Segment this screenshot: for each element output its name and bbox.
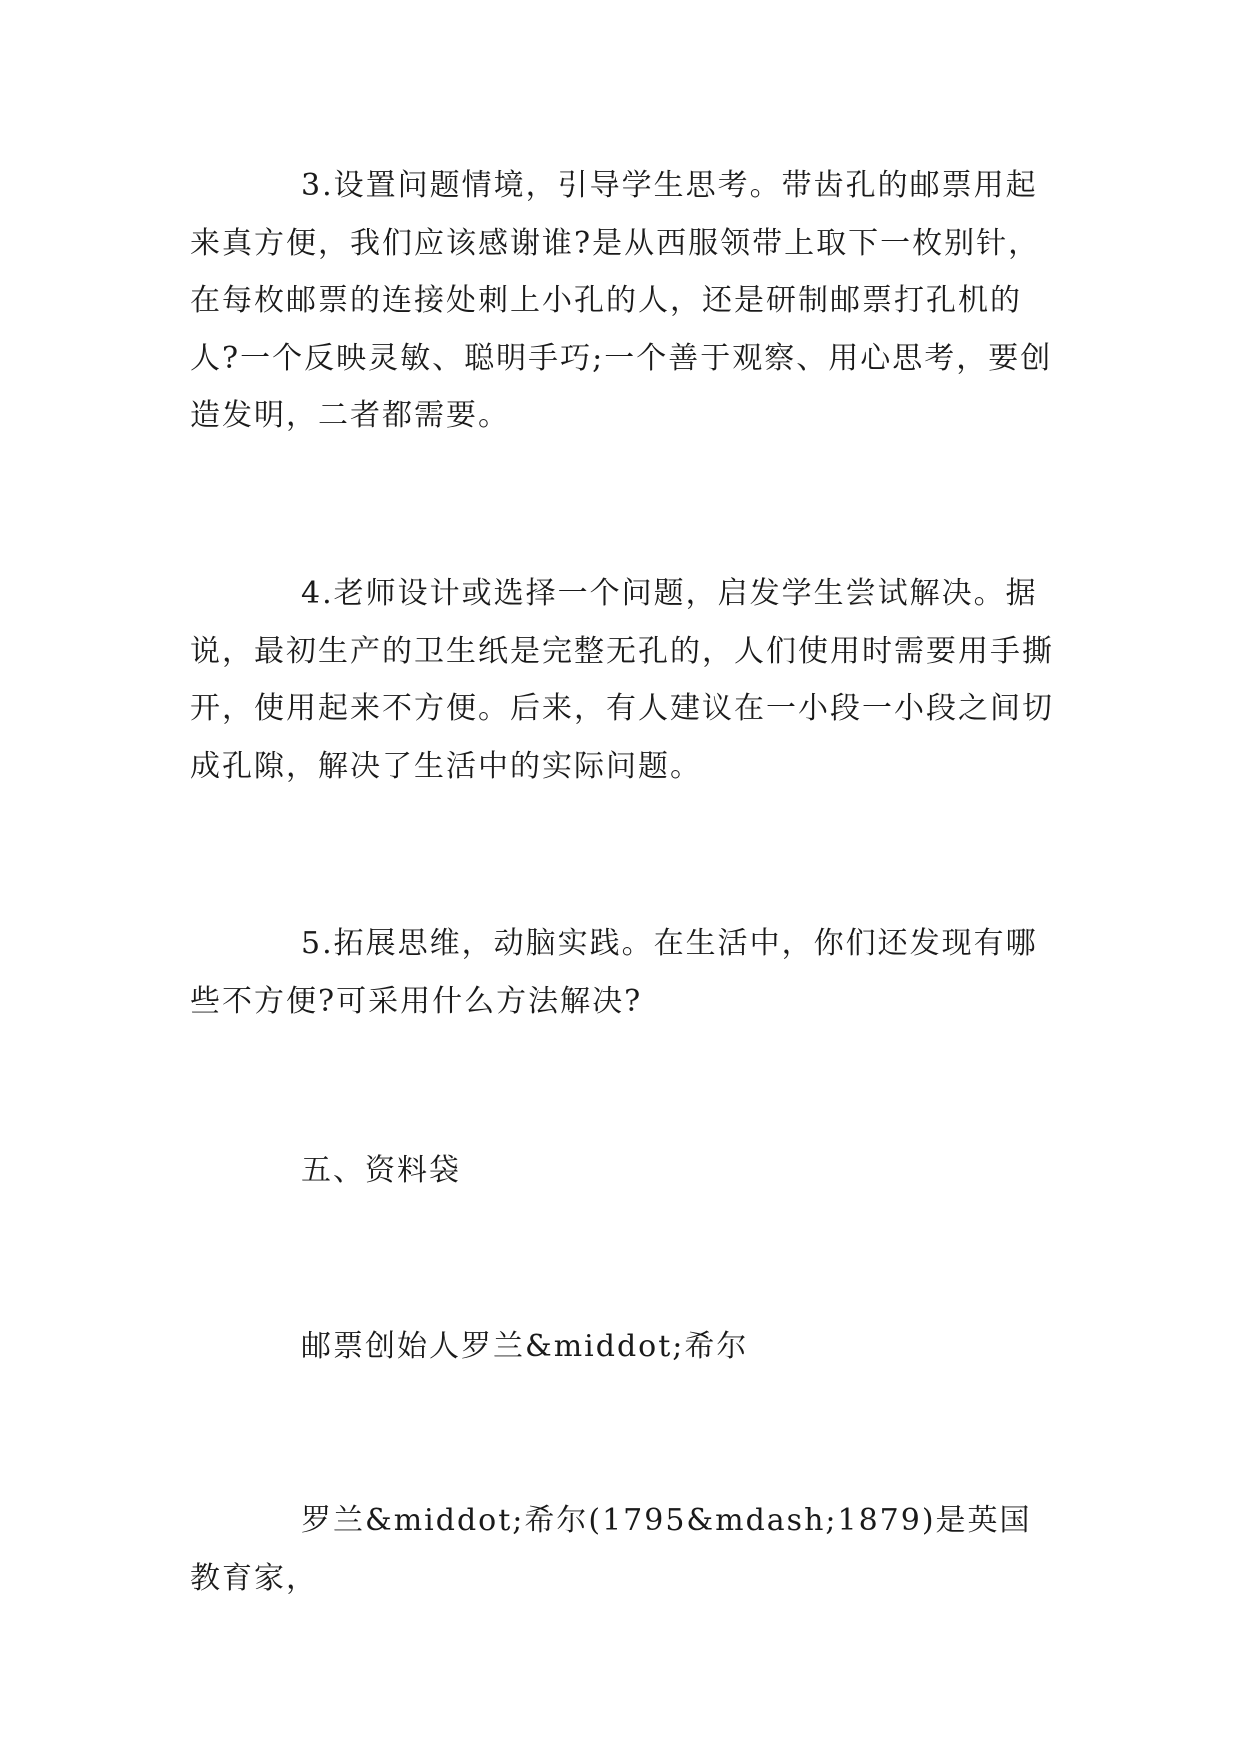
paragraph-rowland-hill-bio: 罗兰&middot;希尔(1795&mdash;1879)是英国教育家， — [190, 1503, 1032, 1596]
paragraph-3-problem-situation: 3.设置问题情境，引导学生思考。带齿孔的邮票用起来真方便，我们应该感谢谁?是从西服领带上取下一枚别针，在每枚邮票的连接处刺上小孔的人，还是研制邮票打孔机的人?一个反映灵敏、聪明手巧;一个善于观察、用心思考，要创造发明，二者都需要。 — [190, 168, 1053, 433]
paragraph-5-expand-thinking: 5.拓展思维，动脑实践。在生活中，你们还发现有哪些不方便?可采用什么方法解决? — [190, 926, 1038, 1019]
subheading-stamp-founder: 邮票创始人罗兰&middot;希尔 — [301, 1329, 749, 1364]
paragraph-4-teacher-problem: 4.老师设计或选择一个问题，启发学生尝试解决。据说，最初生产的卫生纸是完整无孔的，人们使用时需要用手撕开，使用起来不方便。后来，有人建议在一小段一小段之间切成孔隙，解决了生活中的实际问题。 — [190, 576, 1054, 784]
section-heading-resource-bag: 五、资料袋 — [301, 1153, 461, 1188]
